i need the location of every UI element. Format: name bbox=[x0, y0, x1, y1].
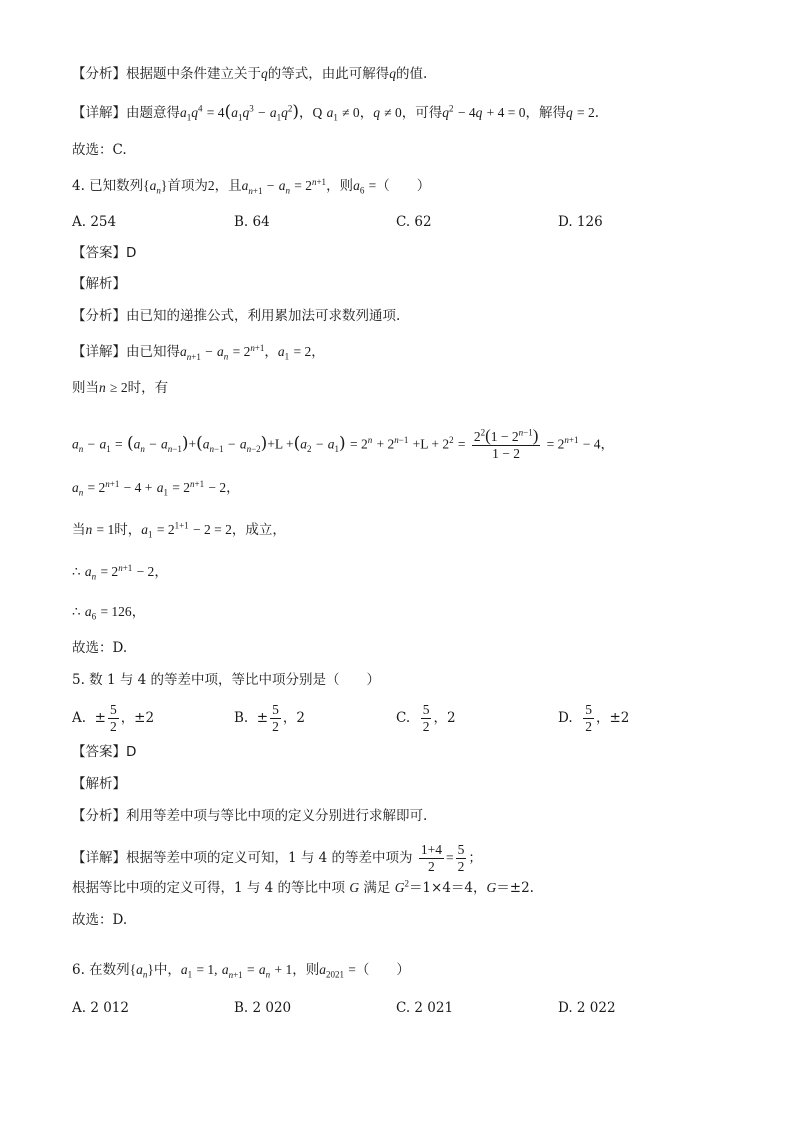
analysis-label: 【分析】 bbox=[72, 66, 126, 82]
q3-detail bbox=[72, 102, 599, 123]
analysis-text: 利用等差中项与等比中项的定义分别进行求解即可. bbox=[126, 808, 428, 824]
q4-analysis bbox=[72, 306, 400, 326]
q3-answer-line: 故选：C. bbox=[72, 142, 127, 158]
q6-option-c: C. 2 021 bbox=[396, 1000, 454, 1016]
q5-detail: 【详解】根据等差中项的定义可知，1 与 4 的等差中项为 $\frac{1+4}{2}$ = $\frac{5}{2}$ ； bbox=[72, 842, 482, 874]
analysis-label: 【分析】 bbox=[72, 808, 126, 824]
q5-stem: 5. 数 1 与 4 的等差中项，等比中项分别是（ ） bbox=[72, 672, 381, 688]
q5-step1: 根据等比中项的定义可得，1 与 4 的等比中项 G 满足 $G^2=1\times 4=4$，G＝±2. bbox=[72, 878, 534, 896]
q5-option-c: C. $\frac{5}{2}$ ，2 bbox=[396, 702, 456, 734]
q6-option-d: D. 2 022 bbox=[558, 1000, 616, 1016]
analysis-label: 【分析】 bbox=[72, 308, 126, 324]
detail-label: 【详解】 bbox=[72, 344, 126, 360]
q4-detail: 【详解】由已知得$a_{n+1} - a_n = 2^{n+1}$，$a_1 = 2$， bbox=[72, 342, 325, 362]
q4-step6: ∴ $a_6 = 126$， bbox=[72, 604, 146, 622]
q5-analysis bbox=[72, 806, 427, 826]
q4-jiexi: 【解析】 bbox=[72, 276, 126, 292]
q5-answer-line: 故选：D. bbox=[72, 912, 128, 928]
q5-jiexi: 【解析】 bbox=[72, 776, 126, 792]
q5-option-b: B. ± $\frac{5}{2}$ ，2 bbox=[234, 702, 305, 734]
detail-label: 【详解】 bbox=[72, 850, 126, 866]
q4-answer-line: 故选：D. bbox=[72, 640, 128, 656]
q6-option-a: A. 2 012 bbox=[72, 1000, 129, 1016]
detail-text: 由题意得$a_1q^4 = 4(a_1q^3 - a_1q^2)$，Q $a_1 \ne 0$，q ≠ 0，可得$q^2 - 4q + 4 = 0$，解得q = 2. bbox=[126, 102, 600, 123]
q4-stem: 4. 已知数列$\{a_n\}$首项为2，且$a_{n+1} - a_n = 2^{n+1}$，则$a_6$ =（ ） bbox=[72, 176, 431, 196]
q4-answer: 【答案】D bbox=[72, 245, 137, 261]
q3-analysis bbox=[72, 64, 427, 84]
q4-option-a: A. 254 bbox=[72, 214, 117, 230]
q6-stem: 6. 在数列$\{a_n\}$中，$a_1 = 1$, $a_{n+1} = a_n + 1$，则$a_{2021}$ =（ ） bbox=[72, 962, 410, 980]
q4-step1: 则当n ≥ 2时，有 bbox=[72, 380, 169, 396]
analysis-text: 根据题中条件建立关于q的等式，由此可解得q的值. bbox=[126, 66, 428, 82]
q6-option-b: B. 2 020 bbox=[234, 1000, 292, 1016]
q4-step3: $a_n = 2^{n+1} - 4 + a_1 = 2^{n+1} - 2$， bbox=[72, 478, 240, 498]
q5-answer: 【答案】D bbox=[72, 744, 137, 760]
q4-option-c: C. 62 bbox=[396, 214, 432, 230]
q4-step4: 当n = 1时，$a_1 = 2^{1+1} - 2 = 2$，成立， bbox=[72, 520, 286, 540]
detail-label: 【详解】 bbox=[72, 105, 126, 121]
q5-option-d: D. $\frac{5}{2}$ ，±2 bbox=[558, 702, 630, 734]
q4-option-d: D. 126 bbox=[558, 214, 603, 230]
q4-step5: ∴ $a_n = 2^{n+1} - 2$， bbox=[72, 562, 168, 582]
q5-option-a: A. ± $\frac{5}{2}$ ，±2 bbox=[72, 702, 155, 734]
analysis-text: 由已知的递推公式，利用累加法可求数列通项. bbox=[126, 308, 401, 324]
q4-step2: $a_n - a_1 = (a_n - a_{n-1})+(a_{n-1} - a_{n-2})+L +(a_2 - a_1) = 2^n + 2^{n-1} +L + 2^2$ = $\frac{2^2(1 - 2^{n-1})}{1 - 2}$ = $2^{n+1} - 4$， bbox=[72, 426, 615, 461]
q4-option-b: B. 64 bbox=[234, 214, 270, 230]
